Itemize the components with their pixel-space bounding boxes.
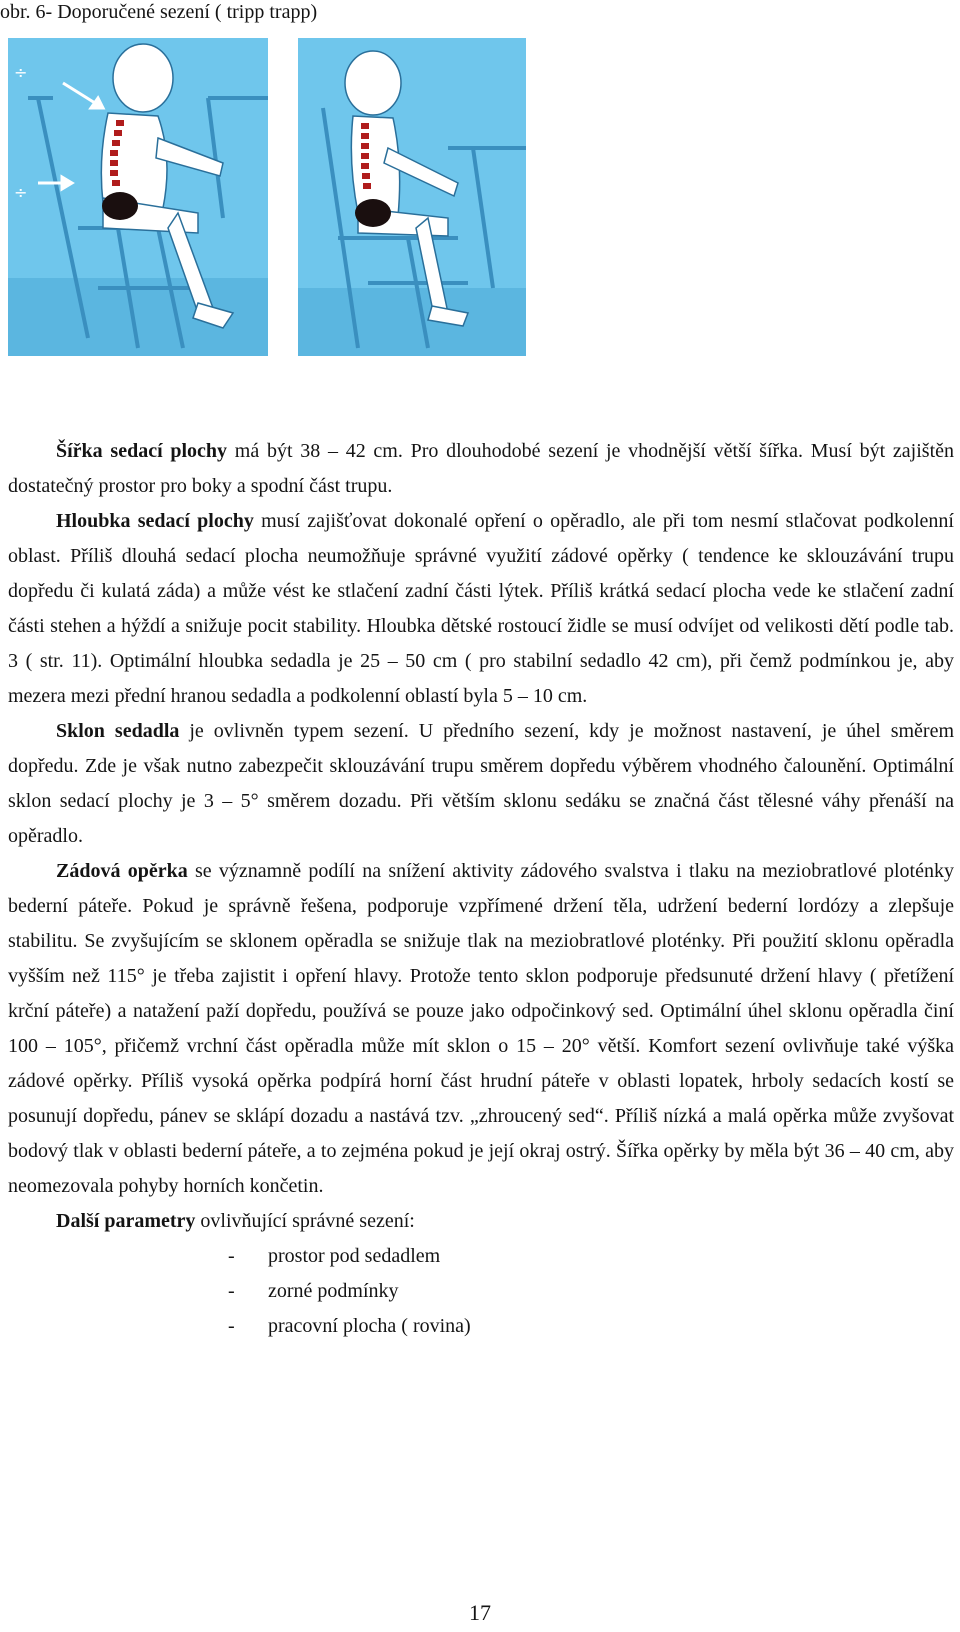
list-item	[228, 1239, 954, 1274]
term-other-parameters: Další parametry	[56, 1210, 196, 1232]
paragraph-text: ovlivňující správné sezení:	[195, 1210, 415, 1232]
illustration-poor-posture	[8, 38, 268, 356]
svg-text:÷: ÷	[14, 63, 28, 82]
term-seat-tilt: Sklon sedadla	[56, 720, 180, 742]
list-item	[228, 1309, 954, 1344]
paragraph-text: se významně podílí na snížení aktivity zádového svalstva i tlaku na meziobratlové ploténky bederní páteře. Pokud je správně řešena, podporuje vzpřímené držení těla, udržení bederní lordózy a zlepšuje stabilitu. Se zvyšujícím se sklonem opěradla se snižuje tlak na meziobratlové ploténky. Při použití sklonu opěradla vyšším než 115° je třeba zajistit i opření hlavy. Protože tento sklon podporuje předsunuté držení hlavy ( přetížení krční páteře) a natažení paží dopředu, používá se pouze jako odpočinkový sed. Optimální úhel sklonu opěradla činí 100 – 105°, přičemž vrchní část opěradla může mít sklon o 15 – 20° větší. Komfort sezení ovlivňuje také výška zádové opěrky. Příliš vysoká opěrka podpírá horní část hrudní páteře v oblasti lopatek, hrboly sedacích kostí se posunují dopředu, pánev se sklápí dozadu a nastává tzv. „zhroucený sed“. Příliš nízká a malá opěrka může zvyšovat bodový tlak v oblasti bederní páteře, a to zejména pokud je její okraj ostrý. Šířka opěrky by měla být 36 – 40 cm, aby neomezovala pohyby horních končetin.	[8, 860, 954, 1197]
paragraph-text: je ovlivněn typem sezení. U předního sezení, kdy je možnost nastavení, je úhel směrem dopředu. Zde je však nutno zabezpečit sklouzávání trupu směrem dopředu výběrem vhodného čalounění. Optimální sklon sedací plochy je 3 – 5° směrem dozadu. Při větším sklonu sedáku se značná část tělesné váhy přenáší na opěradlo.	[8, 720, 955, 847]
svg-text:÷: ÷	[14, 183, 28, 202]
list-item-text: zorné podmínky	[268, 1280, 399, 1302]
paragraph-other-parameters	[8, 1204, 954, 1239]
paragraph-seat-tilt	[8, 714, 954, 854]
figure-caption: obr. 6- Doporučené sezení ( tripp trapp)	[0, 1, 318, 23]
list-dash: -	[228, 1280, 235, 1302]
page-number: 17	[469, 1600, 491, 1625]
paragraph-seat-depth	[8, 504, 954, 714]
list-item-text: prostor pod sedadlem	[268, 1245, 441, 1267]
term-seat-width: Šířka sedací plochy	[56, 440, 228, 462]
list-dash: -	[228, 1245, 235, 1267]
illustration-good-posture	[298, 38, 526, 356]
paragraph-seat-width	[8, 434, 954, 504]
paragraph-text: musí zajišťovat dokonalé opření o opěradlo, ale při tom nesmí stlačovat podkolenní oblast. Příliš dlouhá sedací plocha neumožňuje správné využití zádové opěrky ( tendence ke sklouzávání trupu dopředu či kulatá záda) a může vést ke stlačení zadní části lýtek. Příliš krátká sedací plocha vede ke stlačení zadní části stehen a hýždí a snižuje pocit stability. Hloubka dětské rostoucí židle se musí odvíjet od velikosti dětí podle tab. 3 ( str. 11). Optimální hloubka sedadla je 25 – 50 cm ( pro stabilní sedadlo 42 cm), při čemž podmínkou je, aby mezera mezi přední hranou sedadla a podkolenní oblastí byla 5 – 10 cm.	[8, 510, 954, 707]
figure-good-posture	[298, 38, 526, 356]
paragraph-text: má být 38 – 42 cm. Pro dlouhodobé sezení je vhodnější větší šířka. Musí být zajištěn dostatečný prostor pro boky a spodní část trupu.	[8, 440, 955, 497]
list-item-text: pracovní plocha ( rovina)	[268, 1315, 471, 1337]
parameters-list	[8, 1239, 954, 1344]
term-backrest: Zádová opěrka	[56, 860, 188, 882]
figure-poor-posture	[8, 38, 268, 356]
list-dash: -	[228, 1315, 235, 1337]
list-item	[228, 1274, 954, 1309]
term-seat-depth: Hloubka sedací plochy	[56, 510, 254, 532]
body-text	[8, 434, 954, 1344]
paragraph-backrest	[8, 854, 954, 1204]
